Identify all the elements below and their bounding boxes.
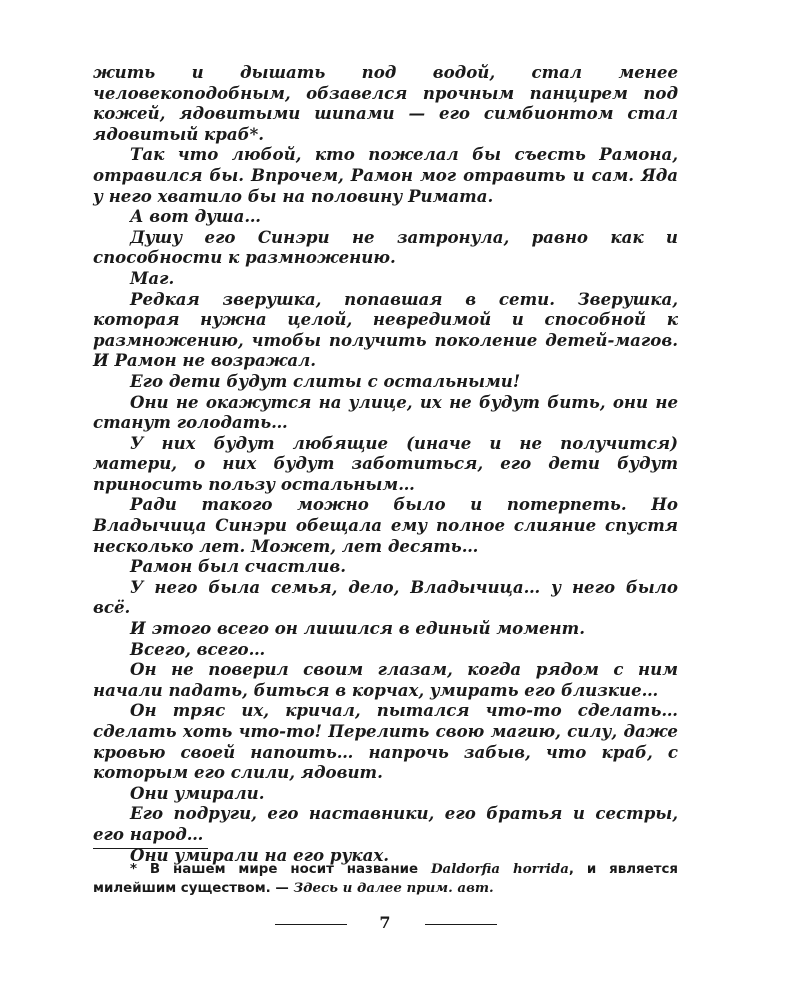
body-text <box>93 62 678 865</box>
paragraph: Так что любой, кто пожелал бы съесть Рамона, отравился бы. Впрочем, Рамон мог отравить и сам. Яда у него хватило бы на половину Римата. <box>93 144 678 206</box>
paragraph: И этого всего он лишился в единый момент. <box>130 618 585 639</box>
footnote <box>93 860 678 898</box>
paragraph: Его подруги, его наставники, его братья и сестры, его народ… <box>93 803 678 844</box>
paragraph: Они умирали. <box>130 782 265 803</box>
paragraph: У них будут любящие (иначе и не получится) матери, о них будут заботиться, его дети будут приносить пользу остальным… <box>93 432 678 494</box>
paragraph: Он не поверил своим глазам, когда рядом с ним начали падать, биться в корчах, умирать его близкие… <box>93 659 678 700</box>
footnote-note: Здесь и далее прим. авт. <box>293 880 494 896</box>
paragraph: А вот душа… <box>130 206 261 227</box>
footnote-middle: , и является милейшим существом. — <box>93 862 678 896</box>
page-number: 7 <box>379 913 391 932</box>
footer-rule-left <box>275 924 347 925</box>
paragraph: Он тряс их, кричал, пытался что-то сделать… сделать хоть что-то! Перелить свою магию, силу, даже кровью своей напоить… напрочь забыв, что краб, с которым его слили, ядовит. <box>93 700 678 783</box>
paragraph: Редкая зверушка, попавшая в сети. Зверушка, которая нужна целой, невредимой и способной к размножению, чтобы получить поколение детей-магов. И Рамон не возражал. <box>93 288 678 371</box>
paragraph: Ради такого можно было и потерпеть. Но Владычица Синэри обещала ему полное слияние спустя несколько лет. Может, лет десять… <box>93 494 678 556</box>
paragraph: Рамон был счастлив. <box>130 556 347 577</box>
paragraph: Они не окажутся на улице, их не будут бить, они не станут голодать… <box>93 391 678 433</box>
footnote-prefix: * В нашем мире носит название <box>130 862 431 877</box>
footnote-divider <box>93 848 208 849</box>
paragraph: Они умирали на его руках. <box>130 844 390 865</box>
footnote-species: Daldorfia horrida <box>430 861 569 877</box>
paragraph: У него была семья, дело, Владычица… у него было всё. <box>93 576 678 618</box>
paragraph-continued: жить и дышать под водой, стал менее человекоподобным, обзавелся прочным панцирем под кожей, ядовитыми шипами — его симбионтом стал ядовитый краб*. <box>93 62 678 144</box>
paragraph: Душу его Синэри не затронула, равно как и способности к размножению. <box>93 226 678 268</box>
paragraph: Маг. <box>130 267 175 288</box>
paragraph: Его дети будут слиты с остальными! <box>130 370 521 391</box>
paragraph: Всего, всего… <box>130 638 266 659</box>
footer-rule-right <box>425 924 497 925</box>
page-text <box>93 62 678 865</box>
page-footer <box>0 913 800 937</box>
